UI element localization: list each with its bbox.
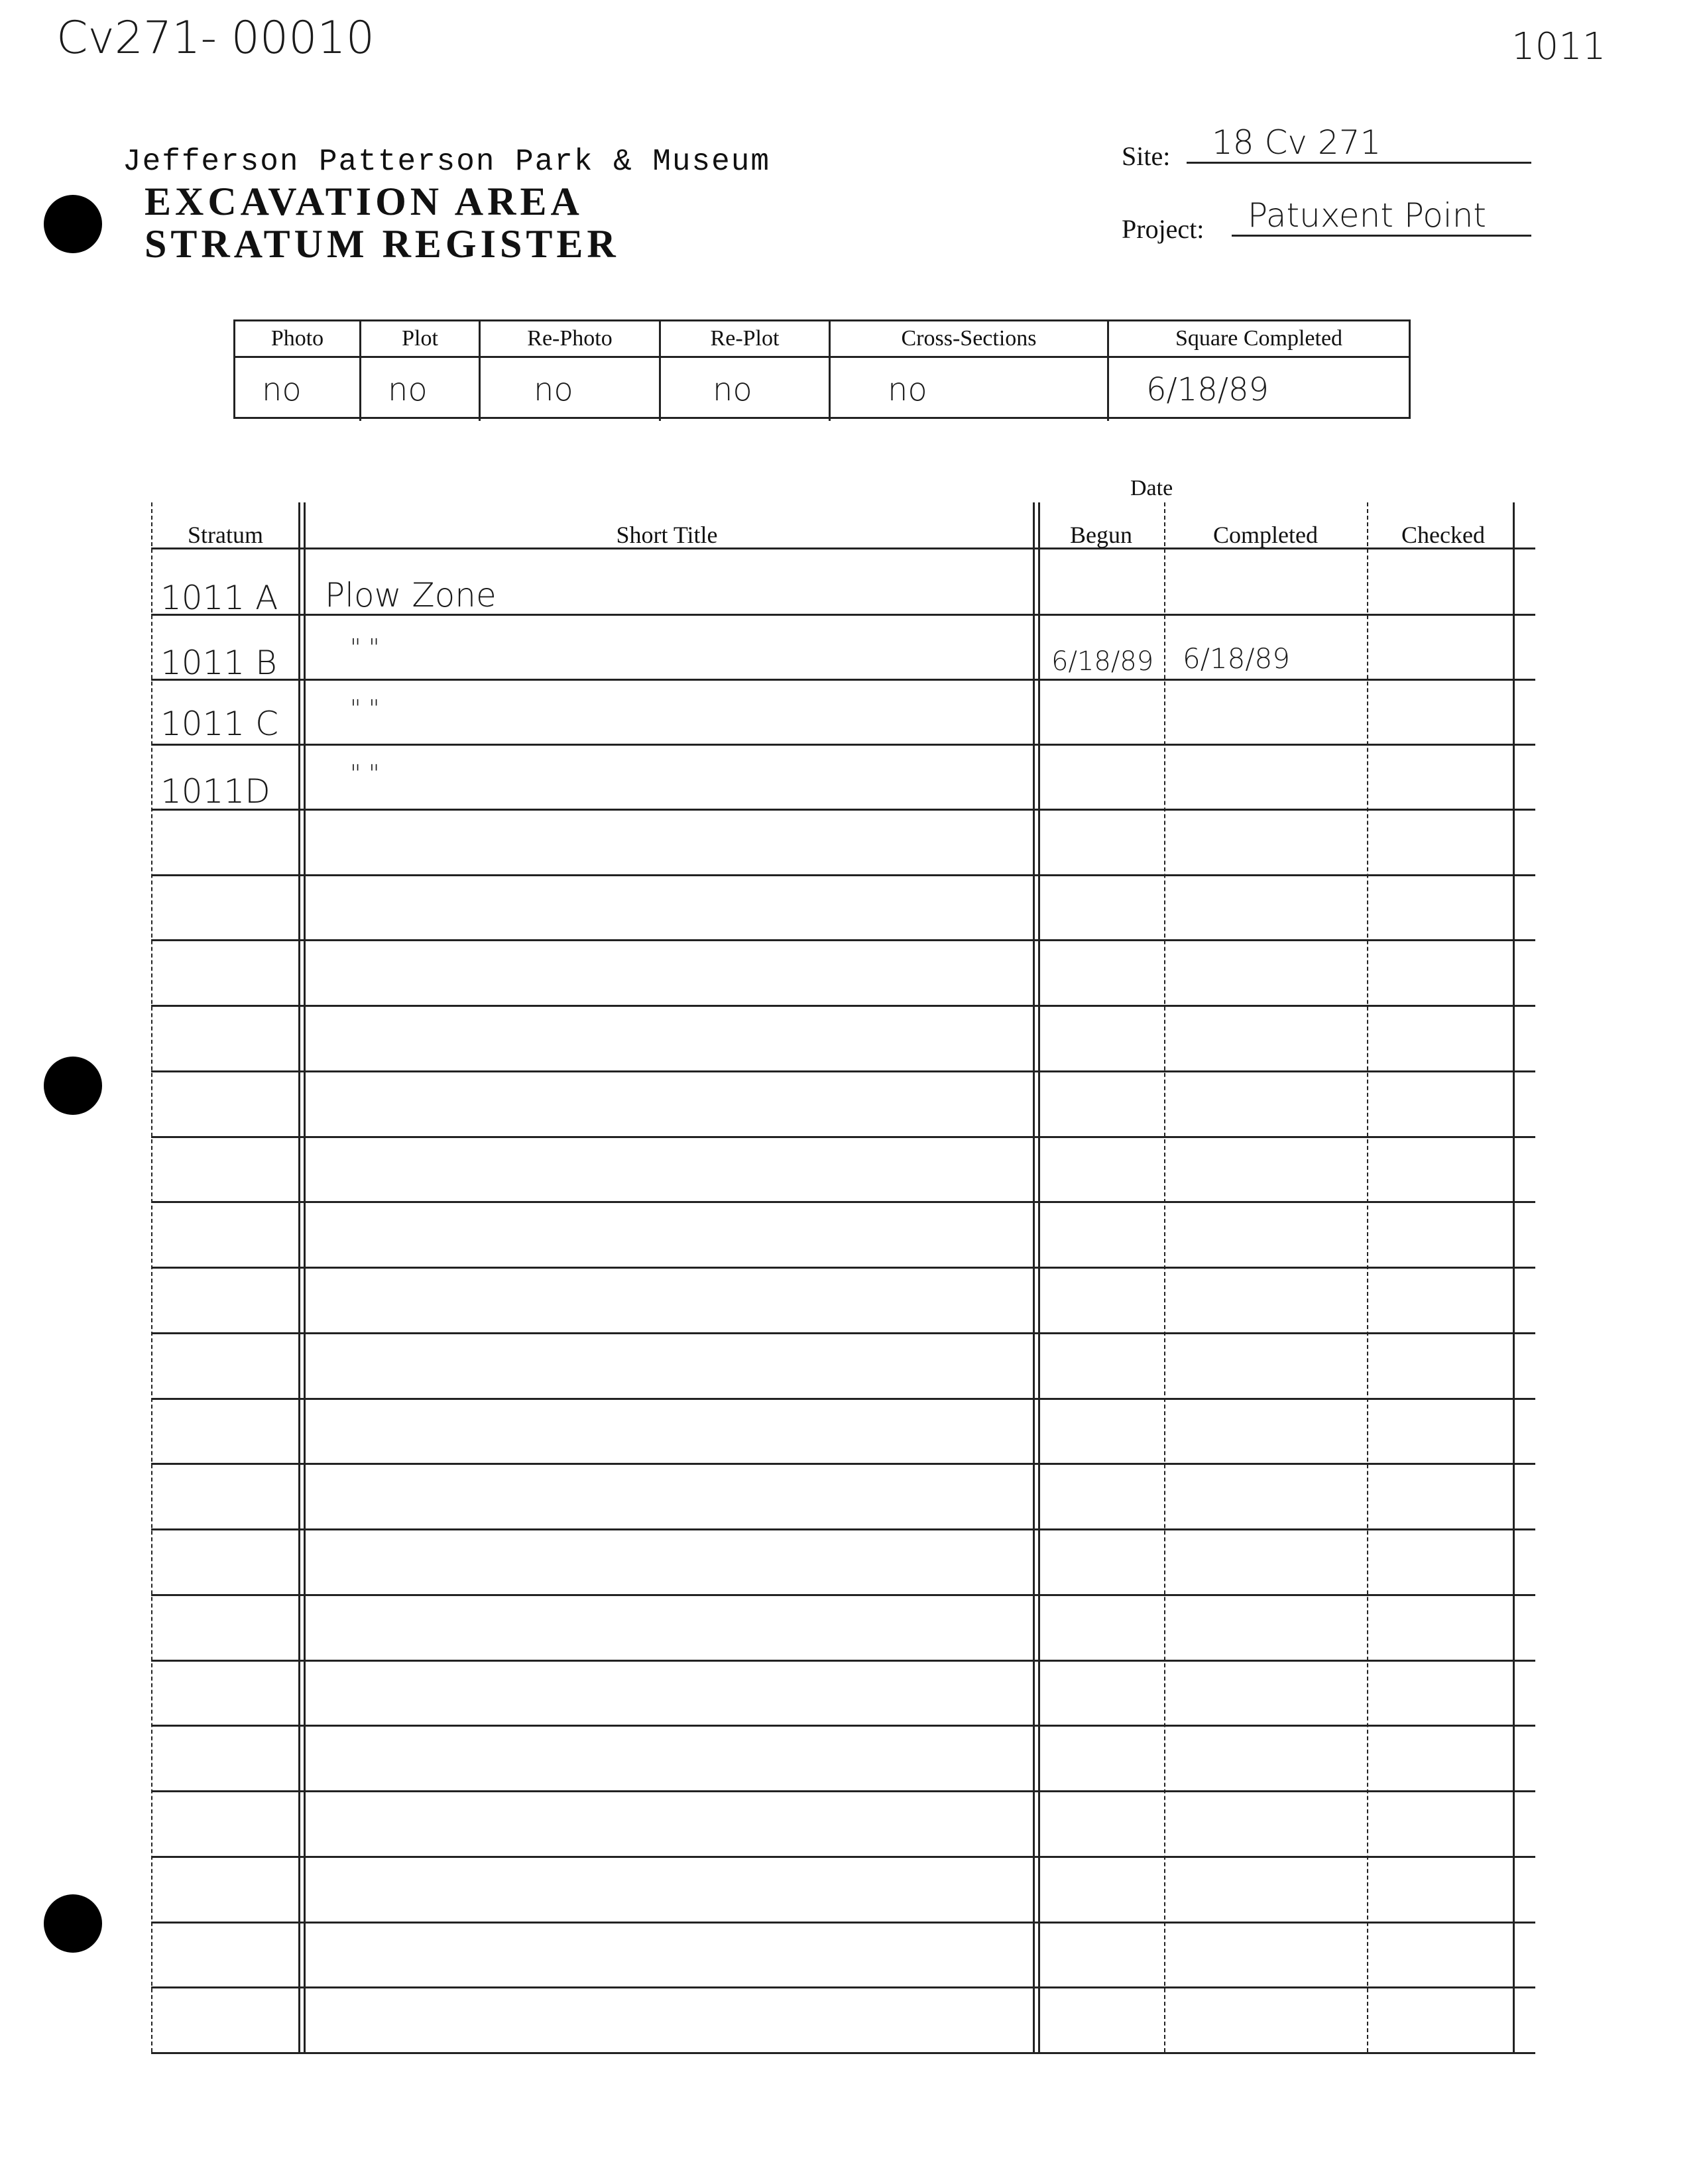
institution-name: Jefferson Patterson Park & Museum	[123, 144, 770, 179]
status-table-values	[235, 358, 1409, 421]
form-title	[145, 180, 620, 265]
table-row-empty	[151, 1856, 1535, 1922]
row-4-stratum: 1011D	[160, 772, 270, 811]
row-1-short-title: Plow Zone	[325, 576, 497, 614]
table-row-empty	[151, 1790, 1535, 1856]
status-value-rephoto: no	[481, 358, 661, 421]
punch-hole-top	[44, 195, 102, 253]
rule-title-begun-a	[1033, 502, 1035, 2052]
table-row	[151, 614, 1535, 682]
table-row-empty	[151, 1332, 1535, 1398]
status-header-cross-sections: Cross-Sections	[831, 321, 1109, 356]
table-row-empty	[151, 1660, 1535, 1725]
header-short-title: Short Title	[616, 522, 718, 548]
form-title-line-1: EXCAVATION AREA	[145, 180, 583, 223]
table-row-empty	[151, 939, 1535, 1005]
status-header-photo: Photo	[235, 321, 361, 356]
header-checked: Checked	[1401, 522, 1485, 548]
site-label: Site:	[1122, 141, 1171, 171]
table-row-empty	[151, 1005, 1535, 1070]
table-row-empty	[151, 1725, 1535, 1790]
page-number: 1011	[1511, 25, 1606, 68]
rule-stratum-title-a	[298, 502, 300, 2052]
document-id: Cv271- 00010	[56, 12, 375, 64]
rule-title-begun-b	[1038, 502, 1040, 2052]
status-table-header	[235, 321, 1409, 358]
table-row-empty	[151, 1463, 1535, 1528]
header-completed: Completed	[1213, 522, 1318, 548]
status-value-cross-sections: no	[831, 358, 1109, 421]
row-2-short-title: " "	[350, 634, 380, 661]
table-row-empty	[151, 1136, 1535, 1202]
table-row-empty	[151, 874, 1535, 940]
rule-left-edge	[151, 502, 152, 2052]
row-2-completed: 6/18/89	[1183, 642, 1290, 675]
header-stratum: Stratum	[188, 522, 263, 548]
status-table	[233, 319, 1411, 419]
status-value-square-completed: 6/18/89	[1146, 371, 1269, 408]
table-row-empty	[151, 1070, 1535, 1136]
table-bottom-border	[151, 2052, 1535, 2054]
rule-completed-checked	[1367, 502, 1368, 2052]
rule-right-edge	[1513, 502, 1515, 2052]
form-title-line-2: STRATUM REGISTER	[145, 222, 620, 266]
table-row-empty	[151, 1528, 1535, 1594]
table-row	[151, 744, 1535, 809]
table-row	[151, 679, 1535, 744]
table-row-empty	[151, 1398, 1535, 1464]
project-value: Patuxent Point	[1248, 196, 1486, 235]
row-1-stratum: 1011 A	[160, 579, 278, 617]
status-value-plot: no	[361, 358, 481, 421]
table-row-empty	[151, 1201, 1535, 1267]
status-value-photo: no	[235, 358, 361, 421]
stratum-register-table	[151, 547, 1535, 2052]
table-row-empty	[151, 1922, 1535, 1987]
row-2-begun: 6/18/89	[1051, 646, 1154, 677]
table-row-empty	[151, 1594, 1535, 1660]
status-header-replot: Re-Plot	[661, 321, 831, 356]
punch-hole-bottom	[44, 1894, 102, 1953]
date-group-label: Date	[1130, 476, 1173, 500]
project-underline	[1232, 235, 1531, 237]
rule-stratum-title-b	[304, 502, 306, 2052]
table-row-empty	[151, 809, 1535, 874]
status-header-plot: Plot	[361, 321, 481, 356]
table-row-empty	[151, 1986, 1535, 2052]
site-underline	[1187, 162, 1531, 164]
rule-begun-completed	[1164, 502, 1165, 2052]
row-4-short-title: " "	[350, 760, 380, 787]
status-header-square-completed: Square Completed	[1175, 326, 1343, 351]
site-value: 18 Cv 271	[1212, 123, 1382, 162]
status-header-rephoto: Re-Photo	[481, 321, 661, 356]
header-begun: Begun	[1070, 522, 1132, 548]
row-2-stratum: 1011 B	[160, 644, 277, 682]
row-3-stratum: 1011 C	[160, 705, 279, 743]
row-3-short-title: " "	[350, 695, 380, 722]
status-value-replot: no	[661, 358, 831, 421]
table-row-empty	[151, 1267, 1535, 1332]
punch-hole-middle	[44, 1057, 102, 1115]
project-label: Project:	[1122, 214, 1205, 244]
table-row	[151, 547, 1535, 617]
